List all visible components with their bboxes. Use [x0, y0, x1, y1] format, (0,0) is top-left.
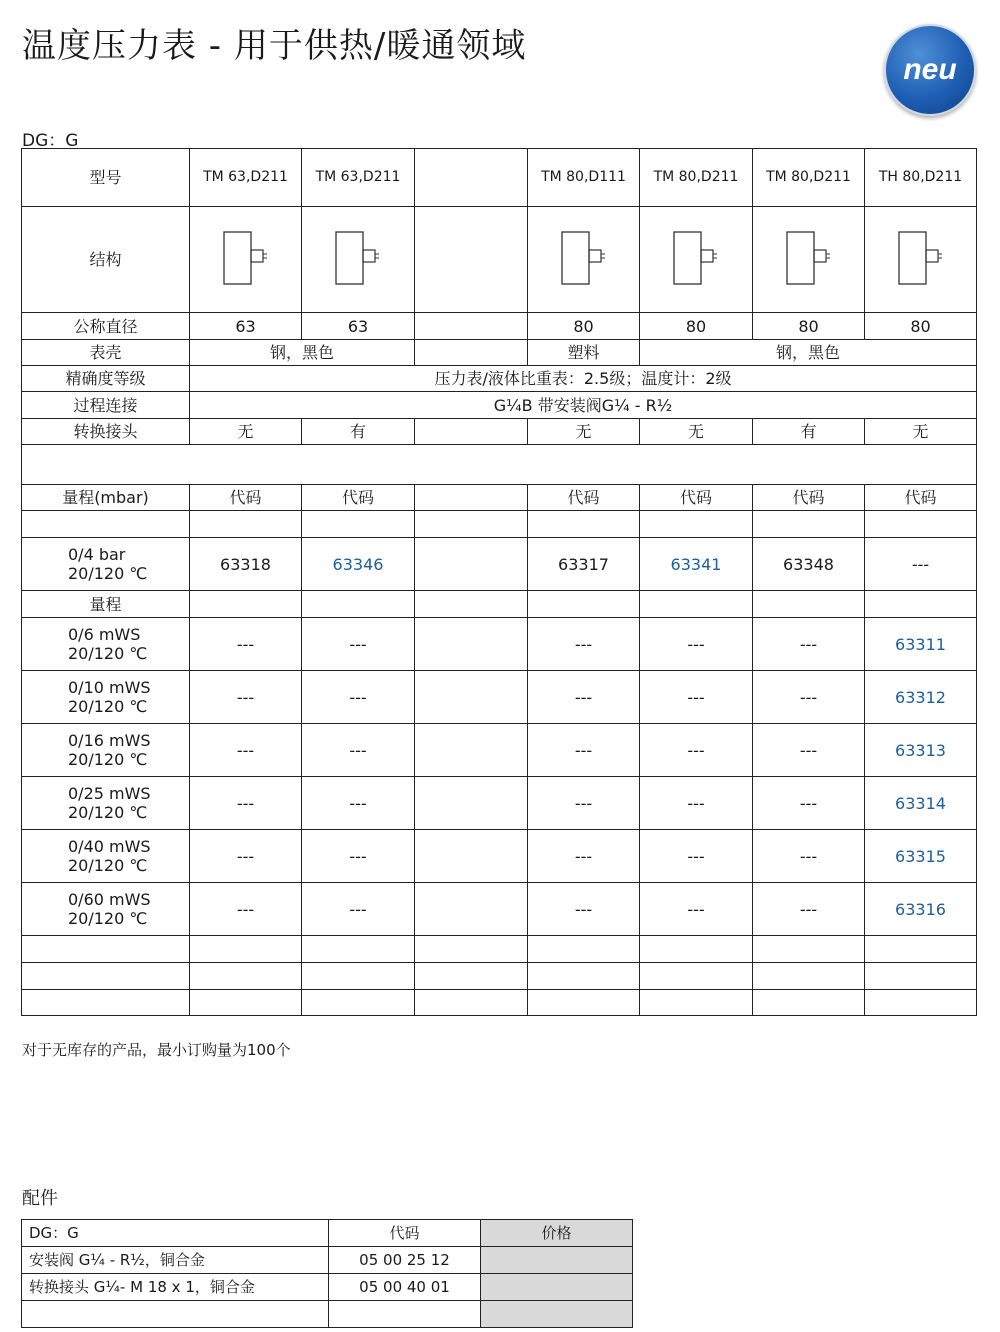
code-cell: ---: [302, 883, 415, 936]
range-value: 0/16 mWS: [68, 731, 151, 750]
code-cell: ---: [190, 830, 302, 883]
code-cell: ---: [302, 830, 415, 883]
model-cell: TM 80,D111: [528, 149, 640, 207]
code-cell: [415, 883, 528, 936]
range-cell: [22, 618, 190, 671]
diameter-cell: 80: [865, 313, 977, 340]
temp-value: 20/120 ℃: [68, 564, 148, 583]
case-cell: 钢，黑色: [190, 340, 415, 366]
code-header: 代码: [753, 485, 865, 511]
model-cell: [415, 149, 528, 207]
code-cell: ---: [528, 830, 640, 883]
empty-row: [22, 963, 977, 990]
code-cell: ---: [865, 538, 977, 591]
spacer-row: [22, 445, 977, 485]
code-cell: [415, 724, 528, 777]
code-cell: ---: [753, 830, 865, 883]
accessory-price: [481, 1247, 633, 1274]
code-cell: 63314: [865, 777, 977, 830]
model-cell: TH 80,D211: [865, 149, 977, 207]
accessory-code: 05 00 25 12: [329, 1247, 481, 1274]
temp-value: 20/120 ℃: [68, 644, 148, 663]
code-cell: 63348: [753, 538, 865, 591]
code-cell: [415, 538, 528, 591]
dg-label: DG：G: [22, 131, 79, 151]
code-cell: ---: [528, 724, 640, 777]
gauge-diagram: [190, 207, 302, 313]
code-cell: [415, 777, 528, 830]
adapter-cell: 有: [753, 419, 865, 445]
range-value: 0/6 mWS: [68, 625, 141, 644]
mws-range-row: [22, 883, 977, 936]
code-cell: ---: [753, 777, 865, 830]
connection-cell: G¼B 带安装阀G¼ - R½: [190, 392, 977, 419]
range-cell: [22, 830, 190, 883]
accessory-row-empty: [22, 1301, 633, 1328]
code-cell: ---: [190, 724, 302, 777]
minimum-order-note: 对于无库存的产品，最小订购量为100个: [22, 1041, 291, 1059]
bar-range-row: [22, 538, 977, 591]
code-cell: ---: [640, 830, 753, 883]
code-header: 代码: [640, 485, 753, 511]
temp-value: 20/120 ℃: [68, 803, 148, 822]
empty-row: [22, 936, 977, 963]
page-title: 温度压力表 - 用于供热/暖通领域: [22, 26, 527, 66]
code-cell: 63346: [302, 538, 415, 591]
gauge-diagram: [640, 207, 753, 313]
range-cell: [22, 883, 190, 936]
adapter-cell: [415, 419, 528, 445]
code-cell: ---: [640, 724, 753, 777]
code-cell: ---: [753, 618, 865, 671]
diameter-cell: 63: [302, 313, 415, 340]
case-row: [22, 340, 977, 366]
code-cell: ---: [302, 671, 415, 724]
code-cell: ---: [190, 883, 302, 936]
new-badge: [884, 24, 976, 116]
accessory-name: 转换接头 G¼- M 18 x 1，铜合金: [22, 1274, 329, 1301]
product-table: [21, 148, 977, 1016]
range-cell: [22, 777, 190, 830]
code-cell: [415, 671, 528, 724]
code-cell: ---: [190, 618, 302, 671]
code-cell: ---: [753, 671, 865, 724]
range-label-row: [22, 591, 977, 618]
code-cell: 63341: [640, 538, 753, 591]
code-cell: 63311: [865, 618, 977, 671]
range-cell: [22, 538, 190, 591]
row-label-model: 型号: [22, 149, 190, 207]
empty-row: [22, 990, 977, 1016]
code-cell: ---: [528, 777, 640, 830]
accessories-header: 代码: [329, 1220, 481, 1247]
code-cell: ---: [640, 671, 753, 724]
empty-row: [22, 511, 977, 538]
row-label-accuracy: 精确度等级: [22, 366, 190, 392]
temp-value: 20/120 ℃: [68, 750, 148, 769]
row-label-case: 表壳: [22, 340, 190, 366]
code-cell: ---: [753, 883, 865, 936]
range-value: 0/40 mWS: [68, 837, 151, 856]
accessories-table: [21, 1219, 633, 1328]
mws-range-row: [22, 724, 977, 777]
gauge-diagram: [865, 207, 977, 313]
accessory-name: 安装阀 G¼ - R½，铜合金: [22, 1247, 329, 1274]
code-cell: ---: [528, 883, 640, 936]
empty-cell: [22, 445, 977, 485]
adapter-cell: 无: [528, 419, 640, 445]
code-cell: ---: [640, 777, 753, 830]
code-cell: ---: [640, 618, 753, 671]
gauge-diagram: [528, 207, 640, 313]
diameter-cell: 80: [528, 313, 640, 340]
gauge-diagram: [753, 207, 865, 313]
code-cell: ---: [302, 724, 415, 777]
accessories-title: 配件: [22, 1188, 58, 1209]
code-header-row: [22, 485, 977, 511]
code-cell: ---: [302, 777, 415, 830]
empty-cell: [415, 485, 528, 511]
case-cell: 塑料: [528, 340, 640, 366]
range-cell: [22, 671, 190, 724]
mws-range-row: [22, 671, 977, 724]
temp-value: 20/120 ℃: [68, 697, 148, 716]
adapter-cell: 无: [640, 419, 753, 445]
diameter-row: [22, 313, 977, 340]
code-cell: 63316: [865, 883, 977, 936]
accessory-price: [481, 1301, 633, 1328]
code-cell: [415, 830, 528, 883]
accuracy-cell: 压力表/液体比重表：2.5级；温度计：2级: [190, 366, 977, 392]
model-cell: TM 80,D211: [753, 149, 865, 207]
row-label-structure: 结构: [22, 207, 190, 313]
structure-row: [22, 207, 977, 313]
code-cell: 63318: [190, 538, 302, 591]
row-label-adapter: 转换接头: [22, 419, 190, 445]
temp-value: 20/120 ℃: [68, 856, 148, 875]
range-cell: [22, 724, 190, 777]
code-header: 代码: [865, 485, 977, 511]
adapter-cell: 有: [302, 419, 415, 445]
adapter-cell: 无: [865, 419, 977, 445]
model-cell: TM 63,D211: [190, 149, 302, 207]
accessory-code: [329, 1301, 481, 1328]
diameter-cell: [415, 313, 528, 340]
code-cell: ---: [190, 777, 302, 830]
row-label-connection: 过程连接: [22, 392, 190, 419]
price-header: 价格: [481, 1220, 633, 1247]
case-cell: 钢，黑色: [640, 340, 977, 366]
empty-cell: [415, 207, 528, 313]
empty-cell: [415, 340, 528, 366]
code-cell: ---: [302, 618, 415, 671]
temp-value: 20/120 ℃: [68, 909, 148, 928]
diameter-cell: 80: [753, 313, 865, 340]
adapter-cell: 无: [190, 419, 302, 445]
accuracy-row: [22, 366, 977, 392]
connection-row: [22, 392, 977, 419]
range-label: 量程: [22, 591, 190, 618]
code-cell: ---: [528, 618, 640, 671]
code-cell: ---: [190, 671, 302, 724]
accessories-header-row: [22, 1220, 633, 1247]
code-cell: ---: [528, 671, 640, 724]
range-value: 0/4 bar: [68, 545, 126, 564]
gauge-diagram: [302, 207, 415, 313]
accessories-header: DG：G: [22, 1220, 329, 1247]
code-cell: ---: [753, 724, 865, 777]
range-value: 0/10 mWS: [68, 678, 151, 697]
accessory-price: [481, 1274, 633, 1301]
code-header: 代码: [528, 485, 640, 511]
model-row: [22, 149, 977, 207]
accessory-row: [22, 1247, 633, 1274]
adapter-row: [22, 419, 977, 445]
code-header: 代码: [302, 485, 415, 511]
code-cell: 63312: [865, 671, 977, 724]
model-cell: TM 80,D211: [640, 149, 753, 207]
accessory-row: [22, 1274, 633, 1301]
range-value: 0/25 mWS: [68, 784, 151, 803]
accessory-name: [22, 1301, 329, 1328]
mws-range-row: [22, 618, 977, 671]
mws-range-row: [22, 830, 977, 883]
row-label-diameter: 公称直径: [22, 313, 190, 340]
code-cell: ---: [640, 883, 753, 936]
code-cell: 63313: [865, 724, 977, 777]
range-value: 0/60 mWS: [68, 890, 151, 909]
range-mbar-header: 量程(mbar): [22, 485, 190, 511]
mws-range-row: [22, 777, 977, 830]
diameter-cell: 63: [190, 313, 302, 340]
code-cell: [415, 618, 528, 671]
new-badge-label: neu: [903, 53, 957, 86]
code-cell: 63317: [528, 538, 640, 591]
model-cell: TM 63,D211: [302, 149, 415, 207]
code-cell: 63315: [865, 830, 977, 883]
diameter-cell: 80: [640, 313, 753, 340]
accessory-code: 05 00 40 01: [329, 1274, 481, 1301]
code-header: 代码: [190, 485, 302, 511]
